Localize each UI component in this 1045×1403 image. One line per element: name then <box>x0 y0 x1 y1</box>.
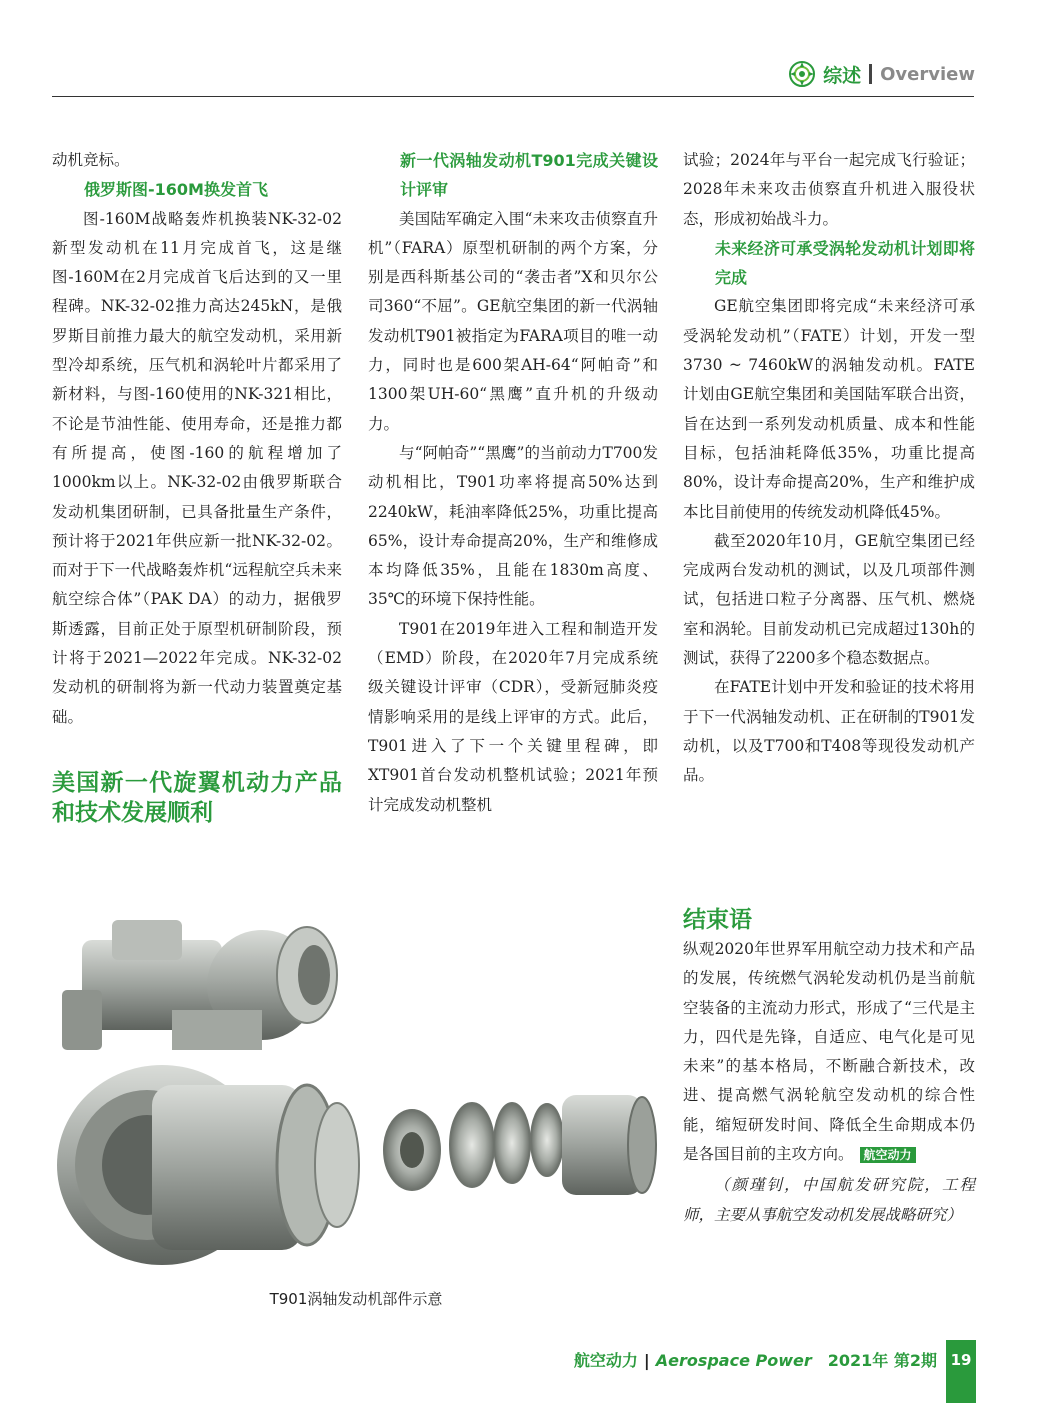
paragraph: 图-160M战略轰炸机换装NK-32-02新型发动机在11月完成首飞，这是继图-160M在2月完成首飞后达到的又一里程碑。NK-32-02推力高达245kN，是俄罗斯目前推力最大的航空发动机，采用新型冷却系统，压气机和涡轮叶片都采用了新材料，与图-160使用的NK-321相比，不论是节油性能、使用寿命，还是推力都有所提高，使图-160的航程增加了1000km以上。NK-32-02由俄罗斯联合发动机集团研制，已具备批量生产条件，预计将于2021年供应新一批NK-32-02。而对于下一代战略轰炸机“远程航空兵未来航空综合体”（PAK DA）的动力，据俄罗斯透露，目前正处于原型机研制阶段，预计将于2021—2022年完成。NK-32-02发动机的研制将为新一代动力装置奠定基础。 <box>52 209 342 726</box>
journal-name-cn: 航空动力 <box>573 1351 638 1370</box>
paragraph: 动机竞标。 <box>52 151 130 169</box>
footer <box>574 1348 937 1371</box>
engine-figure <box>52 900 660 1275</box>
paragraph: 试验；2024年与平台一起完成飞行验证；2028年未来攻击侦察直升机进入服役状态，形成初始战斗力。 <box>683 151 975 228</box>
paragraph: 截至2020年10月，GE航空集团已经完成两台发动机的测试，以及几项部件测试，包括进口粒子分离器、压气机、燃烧室和涡轮。目前发动机已完成超过130h的测试，获得了2200多个稳态数据点。 <box>683 531 975 668</box>
conclusion-text <box>683 935 975 1169</box>
section-tag <box>789 60 975 88</box>
turbine-logo-icon <box>789 61 815 87</box>
header-rule <box>52 96 974 97</box>
footer-divider: | <box>643 1351 650 1370</box>
paragraph: 与“阿帕奇”“黑鹰”的当前动力T700发动机相比，T901功率将提高50%达到2240kW，耗油率降低25%，功重比提高65%，设计寿命提高20%，生产和维修成本均降低35%，且能在1830m高度、35℃的环境下保持性能。 <box>368 443 658 609</box>
paragraph: 美国陆军确定入围“未来攻击侦察直升机”（FARA）原型机研制的两个方案，分别是西科斯基公司的“袭击者”X和贝尔公司360“不屈”。GE航空集团的新一代涡轴发动机T901被指定为FARA项目的唯一动力，同时也是600架AH-64“阿帕奇”和1300架UH-60“黑鹰”直升机的升级动力。 <box>368 209 658 433</box>
figure-caption: T901涡轴发动机部件示意 <box>269 1290 443 1308</box>
paragraph: GE航空集团即将完成“未来经济可承受涡轮发动机”（FATE）计划，开发一型3730 ~ 7460kW的涡轴发动机。FATE计划由GE航空集团和美国陆军联合出资，旨在达到一系列发动机质量、成本和性能目标，包括油耗降低35%，功重比提高80%，设计寿命提高20%，生产和维护成本比目前使用的传统发动机降低45%。 <box>683 297 975 521</box>
section-heading: 美国新一代旋翼机动力产品和技术发展顺利 <box>52 769 342 826</box>
column-3 <box>683 146 975 791</box>
column-2 <box>368 146 658 820</box>
subheading: 未来经济可承受涡轮发动机计划即将完成 <box>715 238 975 288</box>
section-label-en: Overview <box>880 63 975 85</box>
subheading: 新一代涡轴发动机T901完成关键设计评审 <box>400 151 658 200</box>
author-note: （颜瑾钊，中国航发研究院，工程师，主要从事航空发动机发展战略研究） <box>683 1176 975 1224</box>
subheading: 俄罗斯图-160M换发首飞 <box>84 180 268 200</box>
end-mark-badge: 航空动力 <box>860 1147 916 1163</box>
column-1 <box>52 146 342 828</box>
section-divider <box>869 64 872 84</box>
paragraph: 在FATE计划中开发和验证的技术将用于下一代涡轴发动机、正在研制的T901发动机，以及T700和T408等现役发动机产品。 <box>683 678 975 785</box>
paragraph: T901在2019年进入工程和制造开发（EMD）阶段，在2020年7月完成系统级关键设计评审（CDR），受新冠肺炎疫情影响采用的是线上评审的方式。此后，T901进入了下一个关键里程碑，即XT901首台发动机整机试验；2021年预计完成发动机整机 <box>368 619 658 814</box>
journal-name-en: Aerospace Power <box>655 1351 812 1370</box>
page-number: 19 <box>946 1340 976 1403</box>
conclusion-heading: 结束语 <box>683 907 752 933</box>
engine-illustration <box>52 900 660 1275</box>
conclusion-body: 纵观2020年世界军用航空动力技术和产品的发展，传统燃气涡轮发动机仍是当前航空装备的主流动力形式，形成了“三代是主力，四代是先锋，自适应、电气化是可见未来”的基本格局，不断融合新技术，改进、提高燃气涡轮航空发动机的综合性能，缩短研发时间、降低全生命期成本仍是各国目前的主攻方向。 <box>683 940 975 1164</box>
issue-label: 2021年 第2期 <box>827 1351 937 1370</box>
section-label-cn: 综述 <box>823 64 862 87</box>
conclusion-section <box>683 905 975 1230</box>
